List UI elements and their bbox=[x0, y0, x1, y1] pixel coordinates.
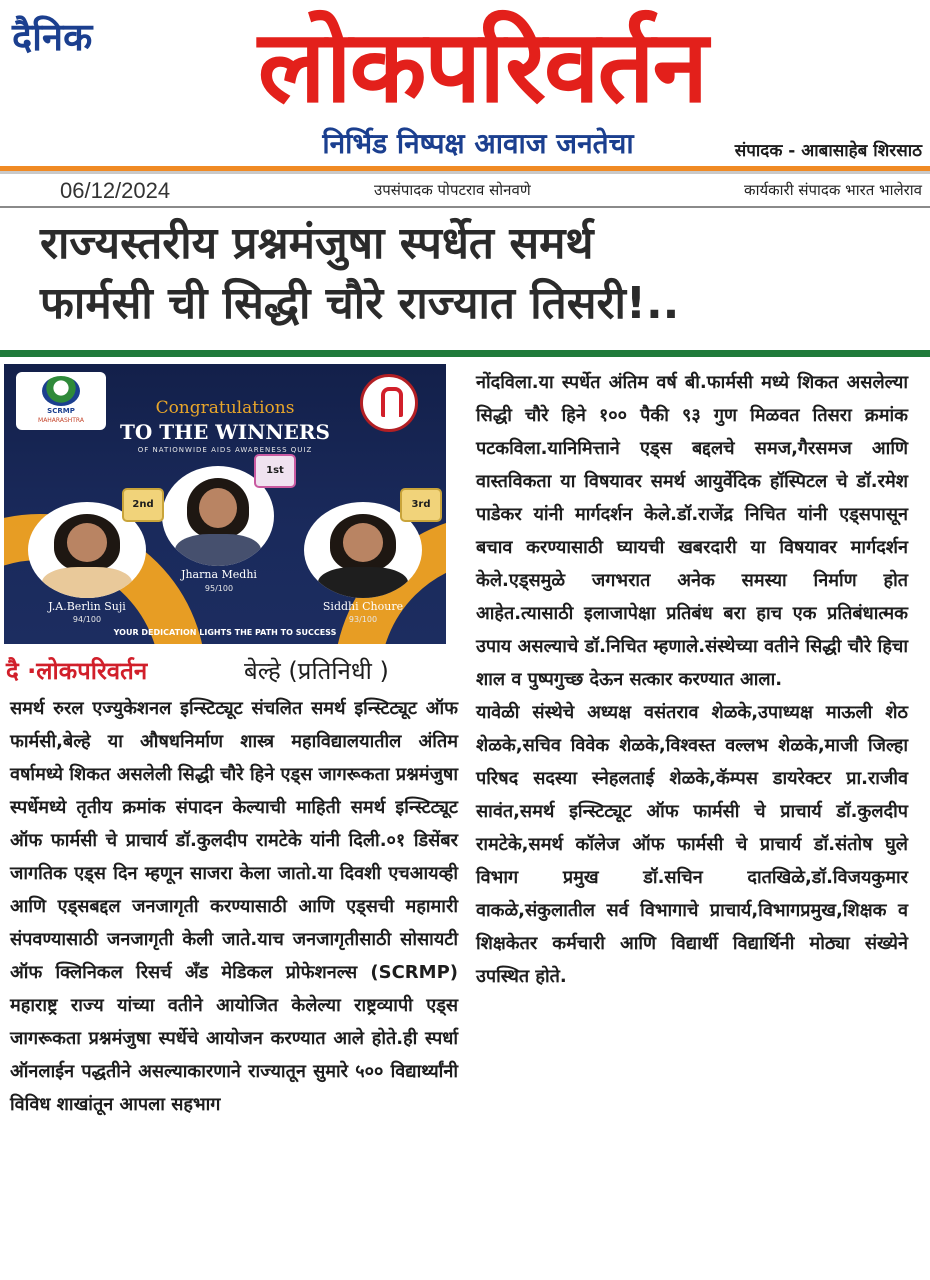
poster-quiz-name: OF NATIONWIDE AIDS AWARENESS QUIZ bbox=[137, 446, 313, 454]
byline-source: दै ·लोकपरिवर्तन bbox=[6, 657, 148, 685]
poster-dedication: YOUR DEDICATION LIGHTS THE PATH TO SUCCESS bbox=[113, 628, 337, 637]
editor-credit: संपादक - आबासाहेब शिरसाठ bbox=[734, 141, 922, 161]
poster-congratulations: Congratulations bbox=[155, 398, 295, 418]
byline-location: बेल्हे (प्रतिनिधी ) bbox=[244, 657, 389, 685]
winner-rank-third: 3rd bbox=[400, 488, 442, 522]
headline bbox=[40, 214, 910, 334]
article-column-left bbox=[10, 692, 458, 1121]
winner-rank-second: 2nd bbox=[122, 488, 164, 522]
scrmp-logo-title: SCRMP bbox=[47, 407, 75, 415]
winner-name-second: J.A.Berlin Suji bbox=[48, 600, 126, 613]
headline-divider bbox=[0, 350, 930, 357]
winner-name-third: Siddhi Choure bbox=[322, 600, 404, 613]
headline-line-2: फार्मसी ची सिद्धी चौरे राज्यात तिसरी!.. bbox=[40, 278, 680, 329]
winner-score-third: 93/100 bbox=[348, 615, 378, 624]
brand-name: लोकपरिवर्तन bbox=[257, 8, 707, 125]
winner-name-first: Jharna Medhi bbox=[181, 568, 257, 581]
winner-score-first: 95/100 bbox=[204, 584, 234, 593]
article-paragraph: यावेळी संस्थेचे अध्यक्ष वसंतराव शेळके,उपाध्यक्ष माऊली शेठ शेळके,सचिव विवेक शेळके,विश्वस्त वल्लभ शेळके,माजी जिल्हा परिषद सदस्या स्नेहलताई शेळके,कॅम्पस डायरेक्टर प्रा.राजीव सावंत,समर्थ इन्स्टिट्यूट ऑफ फार्मसी चे प्राचार्य डॉ.कुलदीप रामटेके,समर्थ कॉलेज ऑफ फार्मसी चे प्राचार्य डॉ.संतोष घुले विभाग प्रमुख डॉ.सचिन दातखिळे,डॉ.विजयकुमार वाकळे,संकुलातील सर्व विभागाचे प्राचार्य,विभागप्रमुख,शिक्षक व शिक्षकेतर कर्मचारी आणि विद्यार्थी विद्यार्थिनी मोठ्या संख्येने उपस्थित होते. bbox=[476, 702, 908, 987]
winners-poster bbox=[4, 364, 446, 644]
dateline-divider bbox=[0, 206, 930, 208]
sub-editor-credit: उपसंपादक पोपटराव सोनवणे bbox=[374, 181, 531, 199]
winner-score-second: 94/100 bbox=[72, 615, 102, 624]
poster-winners-title: TO THE WINNERS bbox=[120, 420, 330, 444]
article-paragraph: समर्थ रुरल एज्युकेशनल इन्स्टिट्यूट संचलित समर्थ इन्स्टिट्यूट ऑफ फार्मसी,बेल्हे या औषधनिर्माण शास्त्र महाविद्यालयातील अंतिम वर्षामध्ये शिकत असलेली सिद्धी चौरे हिने एड्स जागरूकता प्रश्नमंजुषा स्पर्धेमध्ये तृतीय क्रमांक संपादन केल्याची माहिती समर्थ इन्स्टिट्यूट ऑफ फार्मसी चे प्राचार्य डॉ.कुलदीप रामटेके यांनी दिली.०१ डिसेंबर जागतिक एड्स दिन म्हणून साजरा केला जातो.या दिवशी एचआयव्ही आणि एड्सबद्दल जनजागृती करण्यासाठी आणि एड्सची महामारी संपवण्यासाठी जनजागृती केली जाते.याच जनजागृतीसाठी सोसायटी ऑफ क्लिनिकल रिसर्च अँड मेडिकल प्रोफेशनल्स (SCRMP) महाराष्ट्र राज्य यांच्या वतीने आयोजित केलेल्या राष्ट्रव्यापी एड्स जागरूकता प्रश्नमंजुषा स्पर्धेचे आयोजन करण्यात आले होते.ही स्पर्धा ऑनलाईन पद्धतीने असल्याकारणाने राज्यातून सुमारे ५०० विद्यार्थ्यांनी विविध शाखांतून आपला सहभाग bbox=[10, 698, 458, 1115]
scrmp-logo-subtitle: MAHARASHTRA bbox=[38, 417, 84, 424]
issue-date: 06/12/2024 bbox=[60, 178, 171, 203]
winner-rank-first: 1st bbox=[254, 454, 296, 488]
slogan: निर्भिड निष्पक्ष आवाज जनतेचा bbox=[322, 127, 634, 160]
masthead-divider-shadow bbox=[0, 171, 930, 174]
headline-line-1: राज्यस्तरीय प्रश्नमंजुषा स्पर्धेत समर्थ bbox=[40, 218, 594, 269]
article-paragraph: नोंदविला.या स्पर्धेत अंतिम वर्ष बी.फार्मसी मध्ये शिकत असलेल्या सिद्धी चौरे हिने १०० पैकी ९३ गुण मिळवत तिसरा क्रमांक पटकविला.यानिमित्ताने एड्स बद्दलचे समज,गैरसमज आणि वास्तविकता या विषयावर समर्थ आयुर्वेदिक हॉस्पिटल चे डॉ.रमेश पाडेकर यांनी मार्गदर्शन केले.डॉ.राजेंद्र निचित यांनी एड्सपासून बचाव करण्यासाठी घ्यायची खबरदारी या विषयावर मार्गदर्शन केले.एड्समुळे जगभरात अनेक समस्या निर्माण होत आहेत.त्यासाठी इलाजापेक्षा प्रतिबंध बरा हाच एक प्रतिबंधात्मक उपाय असल्याचे डॉ.निचित म्हणाले.संस्थेच्या वतीने सिद्धी चौरे हिचा शाल व पुष्पगुच्छ देऊन सत्कार करण्यात आला. bbox=[476, 372, 908, 690]
executive-editor-credit: कार्यकारी संपादक भारत भालेराव bbox=[744, 181, 922, 199]
article-column-right bbox=[476, 366, 908, 993]
brand-prefix: दैनिक bbox=[12, 15, 93, 59]
